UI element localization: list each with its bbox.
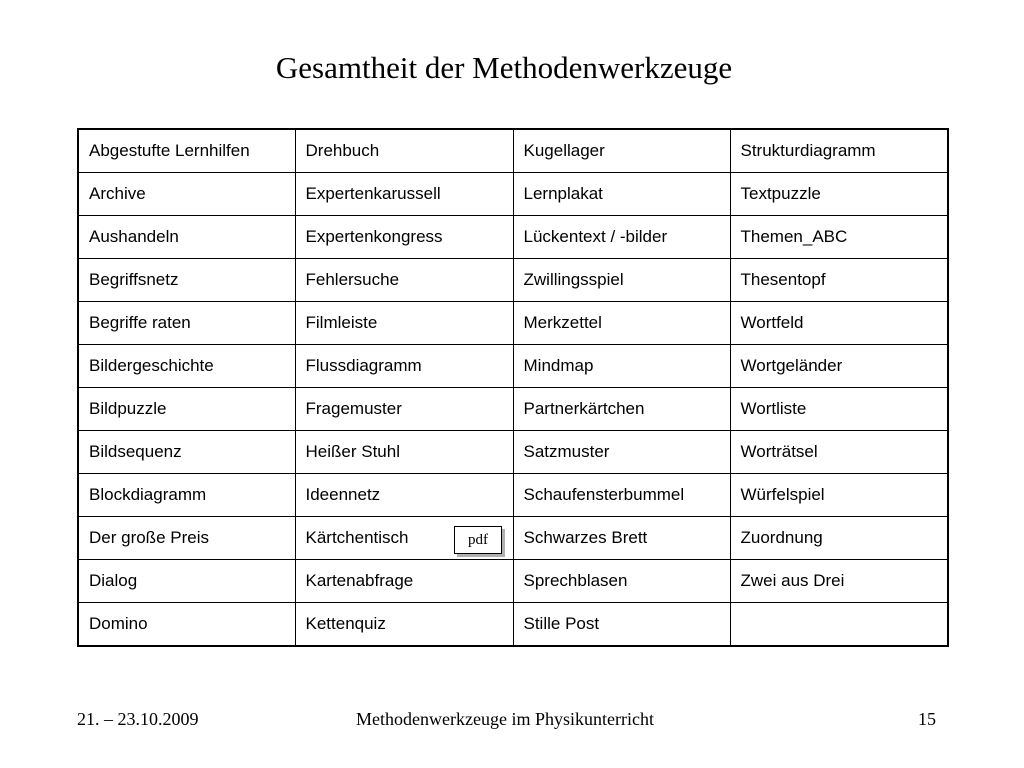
- page-number: 15: [918, 709, 936, 729]
- table-cell: Aushandeln: [78, 216, 295, 259]
- table-cell: Schwarzes Brett: [513, 517, 730, 560]
- table-cell: Thesentopf: [730, 259, 948, 302]
- table-cell: Wortfeld: [730, 302, 948, 345]
- table-cell: Lernplakat: [513, 173, 730, 216]
- table-cell: Flussdiagramm: [295, 345, 513, 388]
- table-cell: Zuordnung: [730, 517, 948, 560]
- table-cell: Worträtsel: [730, 431, 948, 474]
- pdf-button[interactable]: pdf: [454, 526, 502, 554]
- table-cell: Bildsequenz: [78, 431, 295, 474]
- table-row: [78, 388, 948, 431]
- slide-title: Gesamtheit der Methodenwerkzeuge: [275, 50, 733, 85]
- table-cell: Abgestufte Lernhilfen: [78, 129, 295, 173]
- table-cell: Partnerkärtchen: [513, 388, 730, 431]
- table-cell: Expertenkarussell: [295, 173, 513, 216]
- table-cell: Schaufensterbummel: [513, 474, 730, 517]
- table-cell: Archive: [78, 173, 295, 216]
- table-cell: Kettenquiz: [295, 603, 513, 647]
- table-row: [78, 129, 948, 173]
- table-cell: Blockdiagramm: [78, 474, 295, 517]
- table-cell: Ideennetz: [295, 474, 513, 517]
- table-row: [78, 431, 948, 474]
- table-cell: Dialog: [78, 560, 295, 603]
- table-cell: Wortliste: [730, 388, 948, 431]
- table-cell: Drehbuch: [295, 129, 513, 173]
- table-cell: Domino: [78, 603, 295, 647]
- table-row: [78, 259, 948, 302]
- table-cell: Expertenkongress: [295, 216, 513, 259]
- table-row: [78, 474, 948, 517]
- table-cell: Zwillingsspiel: [513, 259, 730, 302]
- table-cell: Filmleiste: [295, 302, 513, 345]
- table-cell: Kugellager: [513, 129, 730, 173]
- table-cell: Würfelspiel: [730, 474, 948, 517]
- footer-date: 21. – 23.10.2009: [77, 709, 199, 729]
- table-cell: Heißer Stuhl: [295, 431, 513, 474]
- table-cell: Strukturdiagramm: [730, 129, 948, 173]
- table-cell: Stille Post: [513, 603, 730, 647]
- table-row: [78, 345, 948, 388]
- table-cell: Bildpuzzle: [78, 388, 295, 431]
- table-cell: Textpuzzle: [730, 173, 948, 216]
- table-row: [78, 302, 948, 345]
- table-cell: Begriffsnetz: [78, 259, 295, 302]
- table-cell: Bildergeschichte: [78, 345, 295, 388]
- table-cell: Zwei aus Drei: [730, 560, 948, 603]
- footer-title: Methodenwerkzeuge im Physikunterricht: [356, 709, 654, 729]
- table-cell: Kärtchentisch: [295, 517, 513, 560]
- table-cell: Begriffe raten: [78, 302, 295, 345]
- table-cell: Fragemuster: [295, 388, 513, 431]
- table-cell: Merkzettel: [513, 302, 730, 345]
- methods-table: [77, 128, 949, 647]
- table-row: [78, 216, 948, 259]
- table-cell: Fehlersuche: [295, 259, 513, 302]
- table-cell: Kartenabfrage: [295, 560, 513, 603]
- table-cell-empty: [730, 603, 948, 647]
- table-cell: Sprechblasen: [513, 560, 730, 603]
- table-cell: Der große Preis: [78, 517, 295, 560]
- table-cell: Themen_ABC: [730, 216, 948, 259]
- table-cell: Wortgeländer: [730, 345, 948, 388]
- table-row: [78, 603, 948, 647]
- table-cell: Satzmuster: [513, 431, 730, 474]
- table-row: [78, 517, 948, 560]
- table-row: [78, 560, 948, 603]
- table-cell: Mindmap: [513, 345, 730, 388]
- table-cell: Lückentext / -bilder: [513, 216, 730, 259]
- table-row: [78, 173, 948, 216]
